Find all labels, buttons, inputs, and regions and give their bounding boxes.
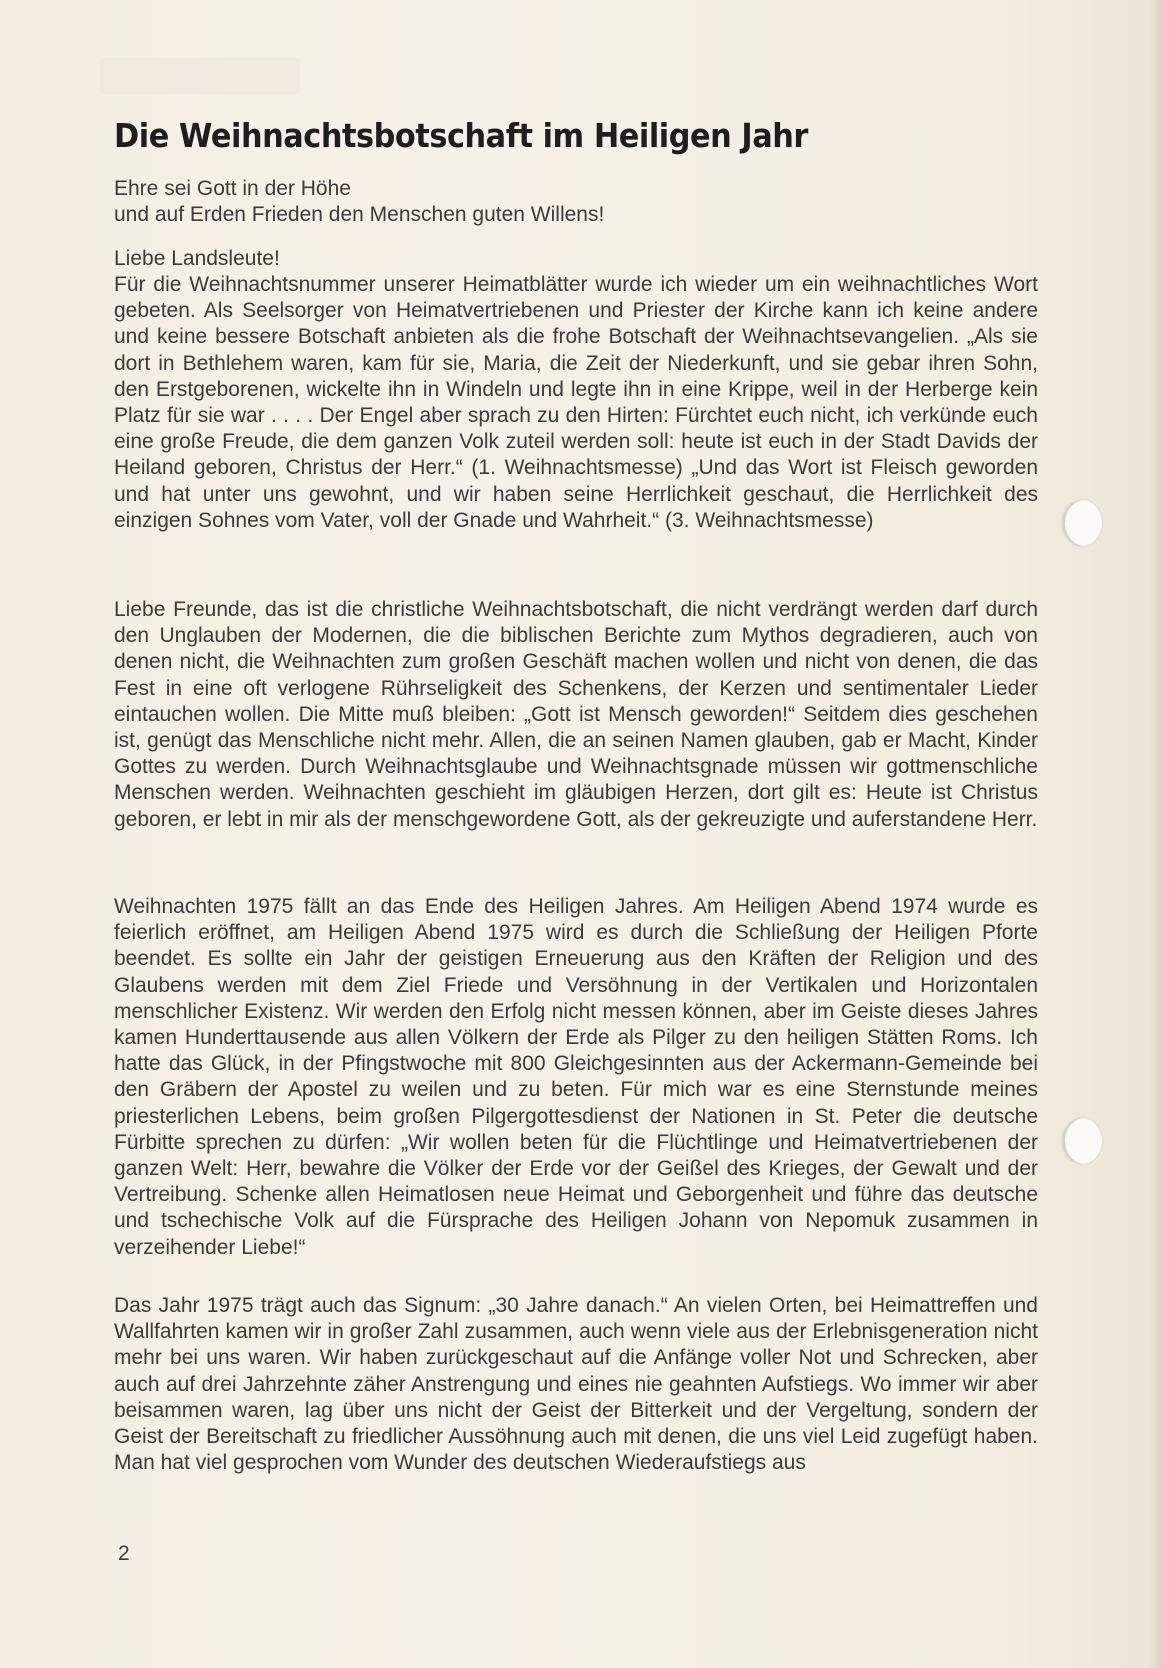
- verse-line-1: Ehre sei Gott in der Höhe: [114, 177, 351, 200]
- faded-stamp: [100, 58, 300, 94]
- punch-hole-top: [1062, 500, 1102, 546]
- punch-hole-bottom: [1062, 1118, 1102, 1164]
- salutation: Liebe Landsleute!: [114, 247, 280, 270]
- paragraph-3: Weihnachten 1975 fällt an das Ende des Heiligen Jahres. Am Heiligen Abend 1974 wurde es feierlich eröffnet, am Heiligen Abend 1975 wird es durch die Schließung der Heiligen Pforte beendet. Es sollte ein Jahr der geistigen Erneuerung aus den Kräften der Religion und des Glaubens werden mit dem Ziel Friede und Versöhnung in der Vertikalen und Horizontalen menschlicher Existenz. Wir werden den Erfolg nicht messen können, aber im Geiste dieses Jahres kamen Hunderttausende aus allen Völkern der Erde als Pilger zu den heiligen Stätten Roms. Ich hatte das Glück, in der Pfingstwoche mit 800 Gleichgesinnten aus der Ackermann-Gemeinde bei den Gräbern der Apostel zu weilen und zu beten. Für mich war es eine Sternstunde meines priesterlichen Lebens, beim großen Pilgergottesdienst der Nationen in St. Peter die deutsche Fürbitte sprechen zu dürfen: „Wir wollen beten für die Flüchtlinge und Heimatvertriebenen der ganzen Welt: Herr, bewahre die Völker der Erde vor der Geißel des Krieges, der Gewalt und der Vertreibung. Schenke allen Heimatlosen neue Heimat und Geborgenheit und führe das deutsche und tschechische Volk auf die Fürsprache des Heiligen Johann von Nepomuk zusammen in verzeihender Liebe!“: [114, 895, 1038, 1259]
- page-number: 2: [118, 1542, 130, 1565]
- article-title: Die Weihnachtsbotschaft im Heiligen Jahr: [114, 116, 808, 155]
- page-edge-shadow: [1149, 0, 1161, 1668]
- paragraph-2: Liebe Freunde, das ist die christliche Weihnachtsbotschaft, die nicht verdrängt werden darf durch den Unglauben der Modernen, die die biblischen Berichte zum Mythos degradieren, auch von denen nicht, die Weihnachten zum großen Geschäft machen wollen und nicht von denen, die das Fest in eine oft verlogene Rührseligkeit des Schenkens, der Kerzen und sentimentaler Lieder eintauchen wollen. Die Mitte muß bleiben: „Gott ist Mensch geworden!“ Seitdem dies geschehen ist, genügt das Menschliche nicht mehr. Allen, die an seinen Namen glauben, gab er Macht, Kinder Gottes zu werden. Durch Weihnachtsglaube und Weihnachtsgnade müssen wir gottmenschliche Menschen werden. Weihnachten geschieht im gläubigen Herzen, dort gilt es: Heute ist Christus geboren, er lebt in mir als der menschgewordene Gott, als der gekreuzigte und auferstandene Herr.: [114, 598, 1038, 831]
- paragraph-4: Das Jahr 1975 trägt auch das Signum: „30 Jahre danach.“ An vielen Orten, bei Heimattreffen und Wallfahrten kamen wir in großer Zahl zusammen, auch wenn viele aus der Erlebnisgeneration nicht mehr bei uns waren. Wir haben zurückgeschaut auf die Anfänge voller Not und Schrecken, aber auch auf drei Jahrzehnte zäher Anstrengung und eines nie geahnten Aufstiegs. Wo immer wir aber beisammen waren, lag über uns nicht der Geist der Bitterkeit und der Vergeltung, sondern der Geist der Bereitschaft zu friedlicher Aussöhnung auch mit denen, die uns viel Leid zugefügt haben. Man hat viel gesprochen vom Wunder des deutschen Wiederaufstiegs aus: [114, 1294, 1038, 1475]
- verse-line-2: und auf Erden Frieden den Menschen guten Willens!: [114, 203, 605, 227]
- paragraph-1: Für die Weihnachtsnummer unserer Heimatblätter wurde ich wieder um ein weihnachtliches Wort gebeten. Als Seelsorger von Heimatvertriebenen und Priester der Kirche kann ich keine andere und keine bessere Botschaft anbieten als die frohe Botschaft der Weihnachtsevangelien. „Als sie dort in Bethlehem waren, kam für sie, Maria, die Zeit der Niederkunft, und sie gebar ihren Sohn, den Erstgeborenen, wickelte ihn in Windeln und legte ihn in eine Krippe, weil in der Herberge kein Platz für sie war . . . . Der Engel aber sprach zu den Hirten: Fürchtet euch nicht, ich verkünde euch eine große Freude, die dem ganzen Volk zuteil werden soll: heute ist euch in der Stadt Davids der Heiland geboren, Christus der Herr.“ (1. Weihnachtsmesse) „Und das Wort ist Fleisch geworden und hat unter uns gewohnt, und wir haben seine Herrlichkeit geschaut, die Herrlichkeit des einzigen Sohnes vom Vater, voll der Gnade und Wahrheit.“ (3. Weihnachtsmesse): [114, 273, 1038, 532]
- opening-verse: [114, 176, 1038, 228]
